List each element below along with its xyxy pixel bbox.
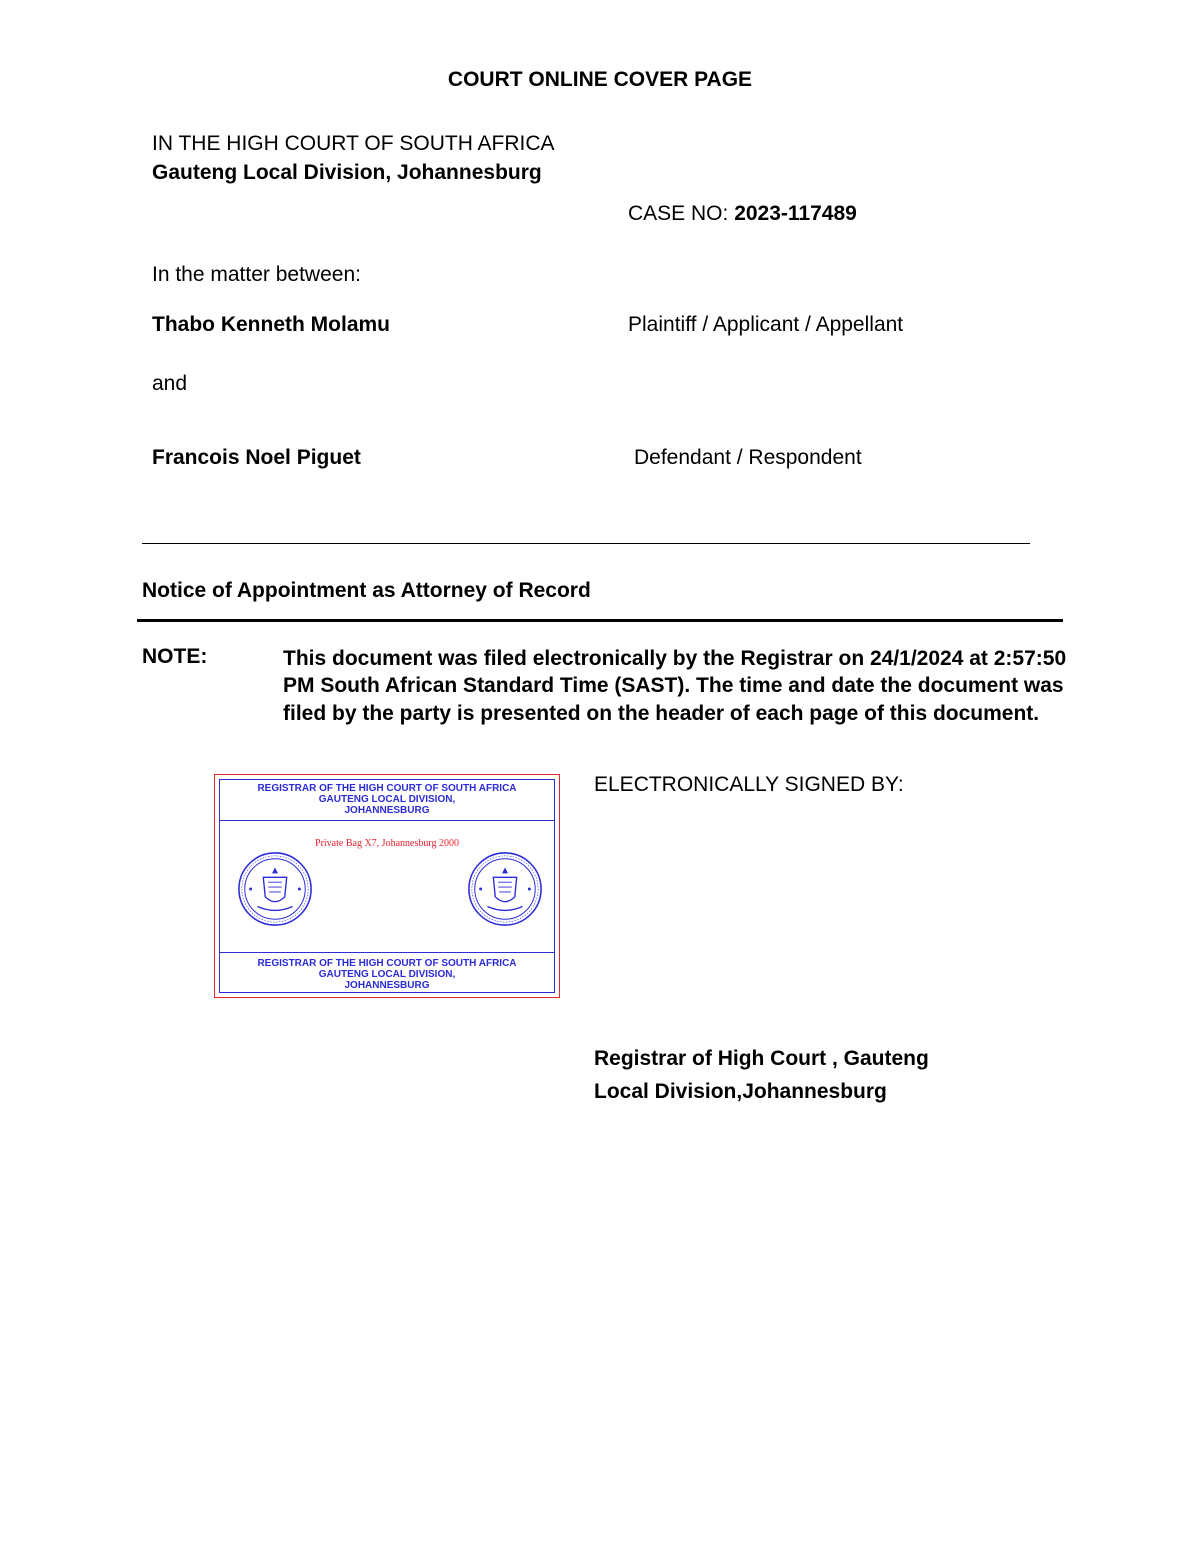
court-seal-icon	[466, 850, 544, 928]
stamp-top-line: GAUTENG LOCAL DIVISION,	[318, 794, 456, 805]
document-title: Notice of Appointment as Attorney of Record	[142, 579, 591, 602]
plaintiff-role: Plaintiff / Applicant / Appellant	[628, 313, 904, 336]
party-conjunction: and	[152, 372, 188, 395]
case-number	[628, 202, 857, 226]
stamp-top-line: REGISTRAR OF THE HIGH COURT OF SOUTH AFRICA	[257, 783, 517, 794]
defendant-role: Defendant / Respondent	[634, 446, 862, 469]
matter-intro: In the matter between:	[152, 263, 361, 286]
stamp-top-line: JOHANNESBURG	[344, 805, 430, 816]
stamp-bottom-line: REGISTRAR OF THE HIGH COURT OF SOUTH AFRICA	[257, 958, 517, 969]
divider-thick	[137, 619, 1063, 622]
court-seal-icon	[236, 850, 314, 928]
divider-thin	[142, 543, 1030, 544]
signer-name	[594, 1042, 1014, 1108]
case-number-value: 2023-117489	[734, 202, 857, 225]
stamp-bottom-line: GAUTENG LOCAL DIVISION,	[318, 969, 456, 980]
stamp-frame	[219, 779, 555, 993]
plaintiff-name: Thabo Kenneth Molamu	[152, 313, 390, 336]
page-title: COURT ONLINE COVER PAGE	[447, 68, 753, 91]
court-name: IN THE HIGH COURT OF SOUTH AFRICA	[152, 132, 555, 155]
note-text: This document was filed electronically by the Registrar on 24/1/2024 at 2:57:50 PM South African Standard Time (SAST). The time and date the document was filed by the party is presented on the header of each page of this document.	[283, 647, 1067, 725]
court-division: Gauteng Local Division, Johannesburg	[152, 161, 542, 184]
stamp-top-text	[220, 783, 554, 816]
stamp-bottom-text	[220, 958, 554, 991]
stamp-divider	[220, 820, 554, 821]
signed-by-label: ELECTRONICALLY SIGNED BY:	[594, 773, 904, 796]
stamp-address: Private Bag X7, Johannesburg 2000	[315, 838, 459, 849]
signer-line: Registrar of High Court , Gauteng	[594, 1047, 929, 1070]
note-label: NOTE:	[142, 645, 208, 668]
defendant-name: Francois Noel Piguet	[152, 446, 361, 469]
case-number-label: CASE NO:	[628, 202, 729, 225]
registrar-stamp	[214, 774, 560, 998]
signer-line: Local Division,Johannesburg	[594, 1080, 887, 1103]
stamp-divider	[220, 952, 554, 953]
stamp-bottom-line: JOHANNESBURG	[344, 980, 430, 991]
